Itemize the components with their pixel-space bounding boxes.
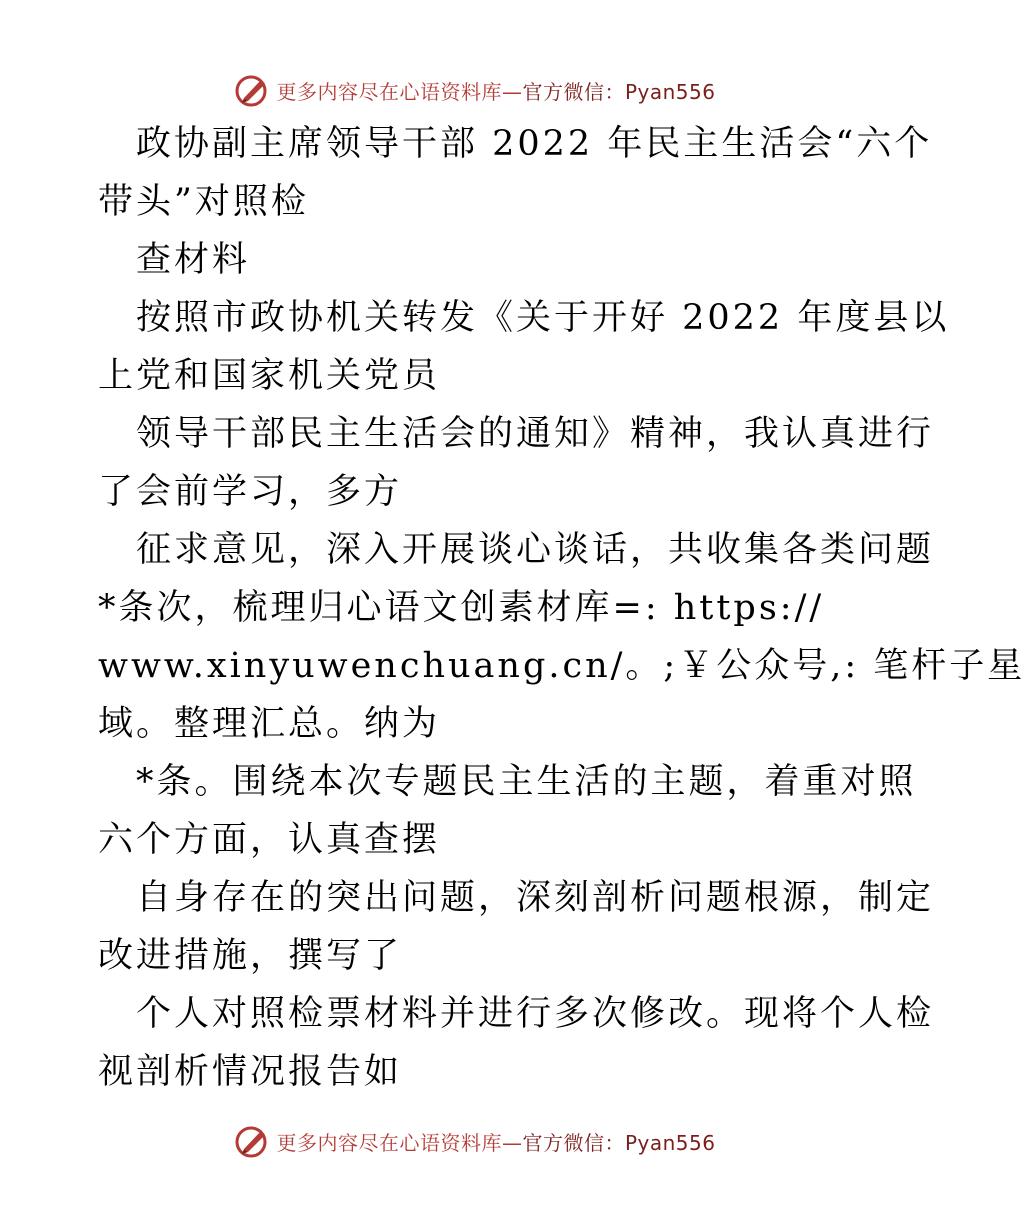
pen-logo-icon: [234, 72, 270, 108]
pen-logo-icon: [234, 1123, 270, 1159]
header-watermark: [0, 70, 950, 110]
text-line: 按照市政协机关转发《关于开好 2022 年度县以: [136, 298, 950, 338]
text-line: 征求意见，深入开展谈心谈话，共收集各类问题: [136, 530, 935, 570]
text-line: 查材料: [136, 240, 251, 280]
document-body: [98, 115, 1025, 1101]
banner-text: 更多内容尽在心语资料库—: [276, 79, 523, 104]
text-line: 个人对照检票材料并进行多次修改。现将个人检: [136, 994, 935, 1034]
text-line: *条次，梳理归心语文创素材库=: https://: [98, 588, 825, 628]
footer-watermark: [0, 1121, 950, 1161]
text-line: www.xinyuwenchuang.cn/。;￥公众号,: 笔杆子星: [98, 646, 1025, 686]
text-line: 六个方面，认真查摆: [98, 820, 441, 860]
banner-wechat: 官方微信：Pyan556: [522, 79, 716, 104]
text-line: 改进措施，撰写了: [98, 936, 403, 976]
text-line: 上党和国家机关党员: [98, 356, 441, 396]
text-line: 域。整理汇总。纳为: [98, 704, 441, 744]
text-line: 了会前学习，多方: [98, 472, 403, 512]
banner-text: 更多内容尽在心语资料库—: [276, 1130, 523, 1155]
text-line: 领导干部民主生活会的通知》精神，我认真进行: [136, 414, 935, 454]
text-line: 政协副主席领导干部 2022 年民主生活会“六个: [136, 124, 933, 164]
text-line: 视剖析情况报告如: [98, 1052, 403, 1092]
text-line: 自身存在的突出问题，深刻剖析问题根源，制定: [136, 878, 935, 918]
banner-wechat: 官方微信：Pyan556: [522, 1130, 716, 1155]
text-line: *条。围绕本次专题民主生活的主题，着重对照: [136, 762, 917, 802]
text-line: 带头”对照检: [98, 182, 309, 222]
